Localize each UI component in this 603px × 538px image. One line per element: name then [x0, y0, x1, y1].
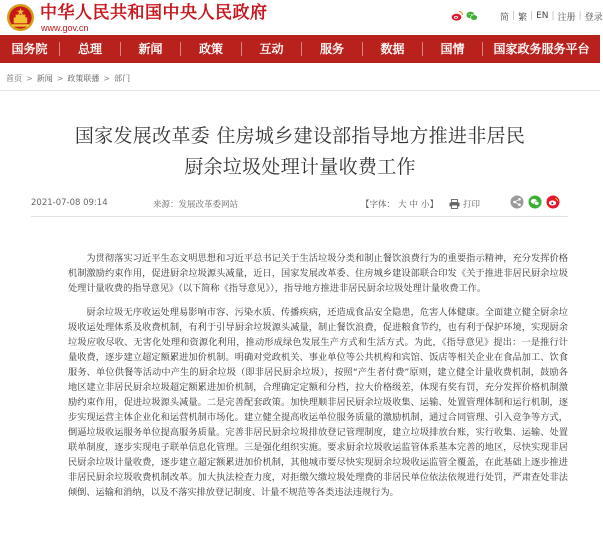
article-title-line2: 厨余垃圾处理计量收费工作 — [184, 156, 416, 178]
header-separator: | — [512, 11, 516, 21]
nav-item-services[interactable]: 服务 — [319, 42, 344, 56]
national-emblem-icon[interactable] — [6, 3, 35, 32]
lang-traditional-link[interactable]: 繁 — [518, 12, 528, 23]
nav-item-interaction[interactable]: 互动 — [259, 42, 284, 56]
nav-item-news[interactable]: 新闻 — [138, 42, 163, 56]
lang-simplified-link[interactable]: 简 — [500, 12, 510, 23]
article-paragraph: 厨余垃圾无序收运处理易影响市容、污染水质、传播疾病，还造成食品安全隐患，危害人体健康。全面建立健全厨余垃圾收运处理体系及收费机制，有利于引导厨余垃圾源头减量，制止餐饮浪费，促进粮食节约，也有利于保护环境，实现厨余垃圾应收尽收、无害化处理和资源化利用，推动形成绿色发展生产方式和生活方式。为此，《指导意见》提出：一是推行计量收费，逐步建立超定额累进加价机制。明确对党政机关、事业单位等公共机构和宾馆、饭店等相关企业在食品加工、饮食服务、单位供餐等活动中产生的厨余垃圾（即非居民厨余垃圾），按照“产生者付费”原则，建立健全计量收费机制，鼓励各地区建立非居民厨余垃圾超定额累进加价机制，合理确定定额和分档，拉大价格级差，体现有奖有罚，充分发挥价格机制激励约束作用，促进垃圾源头减量。二是完善配套政策。加快理顺非居民厨余垃圾收集、运输、处置管理体制和运行机制，逐步实现运营主体企业化和运营机制市场化。建立健全提高收运单位服务质量的激励机制，通过合同管理、引入竞争等方式，倒逼垃圾收运服务单位提高服务质量。完善非居民厨余垃圾排放登记管理制度，建立垃圾排放台账，实行收集、运输、处置联单制度，逐步实现电子联单信息化管理。三是强化组织实施。要求厨余垃圾收运监管体系基本完善的地区，尽快实现非居民厨余垃圾计量收费，逐步建立超定额累进加价机制，其他城市要尽快实现厨余垃圾收运监管全覆盖，在此基础上逐步推进非居民厨余垃圾收费机制改革。加大执法检查力度，对拒缴欠缴垃圾处理费的非居民单位依法依规进行处罚，严肃查处非法倾倒、运输和消纳，以及不落实排放登记制度、计量不规范等各类违法违规行为。 — [68, 307, 568, 498]
header-separator: | — [578, 11, 582, 21]
site-title[interactable]: 中华人民共和国中央人民政府 — [40, 3, 268, 23]
breadcrumb-separator: > — [56, 73, 64, 83]
login-link[interactable]: 登录 — [584, 12, 603, 23]
main-nav — [0, 35, 600, 63]
font-size-end: 】 — [429, 200, 439, 210]
weibo-share-icon[interactable] — [546, 195, 560, 209]
breadcrumb-department[interactable]: 部门 — [114, 73, 131, 83]
site-header — [0, 0, 603, 35]
publish-date: 2021-07-08 09:14 — [31, 198, 108, 208]
article-title-line1: 国家发展改革委 住房城乡建设部指导地方推进非居民 — [74, 125, 526, 147]
nav-item-premier[interactable]: 总理 — [77, 42, 102, 56]
nav-item-data[interactable]: 数据 — [380, 42, 405, 56]
article — [0, 90, 600, 538]
nav-item-national-info[interactable]: 国情 — [440, 42, 465, 56]
breadcrumb — [6, 71, 130, 85]
breadcrumb-policy-broadcast[interactable]: 政策联播 — [67, 73, 100, 83]
header-separator: | — [530, 11, 534, 21]
source-name: 发展改革委网站 — [178, 200, 239, 210]
nav-item-policy[interactable]: 政策 — [198, 42, 223, 56]
header-separator: | — [551, 11, 555, 21]
article-paragraph: 为贯彻落实习近平生态文明思想和习近平总书记关于生活垃圾分类和制止餐饮浪费行为的重要指示精神，充分发挥价格机制激励约束作用，促进厨余垃圾源头减量，近日，国家发展改革委、住房城乡建设部联合印发《关于推进非居民厨余垃圾处理计量收费的指导意见》（以下简称《指导意见》），指导地方推进非居民厨余垃圾处理计量收费工作。 — [68, 253, 568, 294]
share-buttons — [510, 195, 560, 209]
wechat-icon[interactable] — [466, 10, 478, 22]
article-meta — [31, 195, 568, 211]
article-title — [0, 121, 600, 183]
nav-item-state-council[interactable]: 国务院 — [11, 42, 48, 56]
font-size-medium[interactable]: 中 — [409, 200, 419, 210]
nav-item-service-platform[interactable]: 国家政务服务平台 — [493, 42, 590, 56]
breadcrumb-news[interactable]: 新闻 — [36, 73, 53, 83]
social-icons — [451, 9, 478, 23]
weibo-icon[interactable] — [451, 10, 463, 22]
font-size-label: 【字体： — [361, 200, 396, 210]
wechat-share-icon[interactable] — [528, 195, 542, 209]
article-source — [153, 198, 238, 210]
breadcrumb-separator: > — [26, 73, 33, 83]
font-size-small[interactable]: 小 — [421, 200, 430, 210]
breadcrumb-home[interactable]: 首页 — [6, 73, 22, 83]
header-links — [500, 9, 603, 23]
lang-english-link[interactable]: EN — [536, 11, 549, 21]
article-body — [68, 251, 568, 509]
meta-divider — [31, 216, 568, 217]
font-size-control — [361, 198, 438, 210]
site-url: www.gov.cn — [41, 23, 89, 33]
source-label: 来源： — [153, 200, 179, 210]
print-button[interactable] — [449, 198, 480, 210]
font-size-large[interactable]: 大 — [398, 200, 407, 210]
breadcrumb-separator: > — [103, 73, 111, 83]
register-link[interactable]: 注册 — [557, 12, 576, 23]
printer-icon — [449, 199, 460, 209]
print-label: 打印 — [463, 200, 481, 210]
share-icon[interactable] — [510, 195, 524, 209]
